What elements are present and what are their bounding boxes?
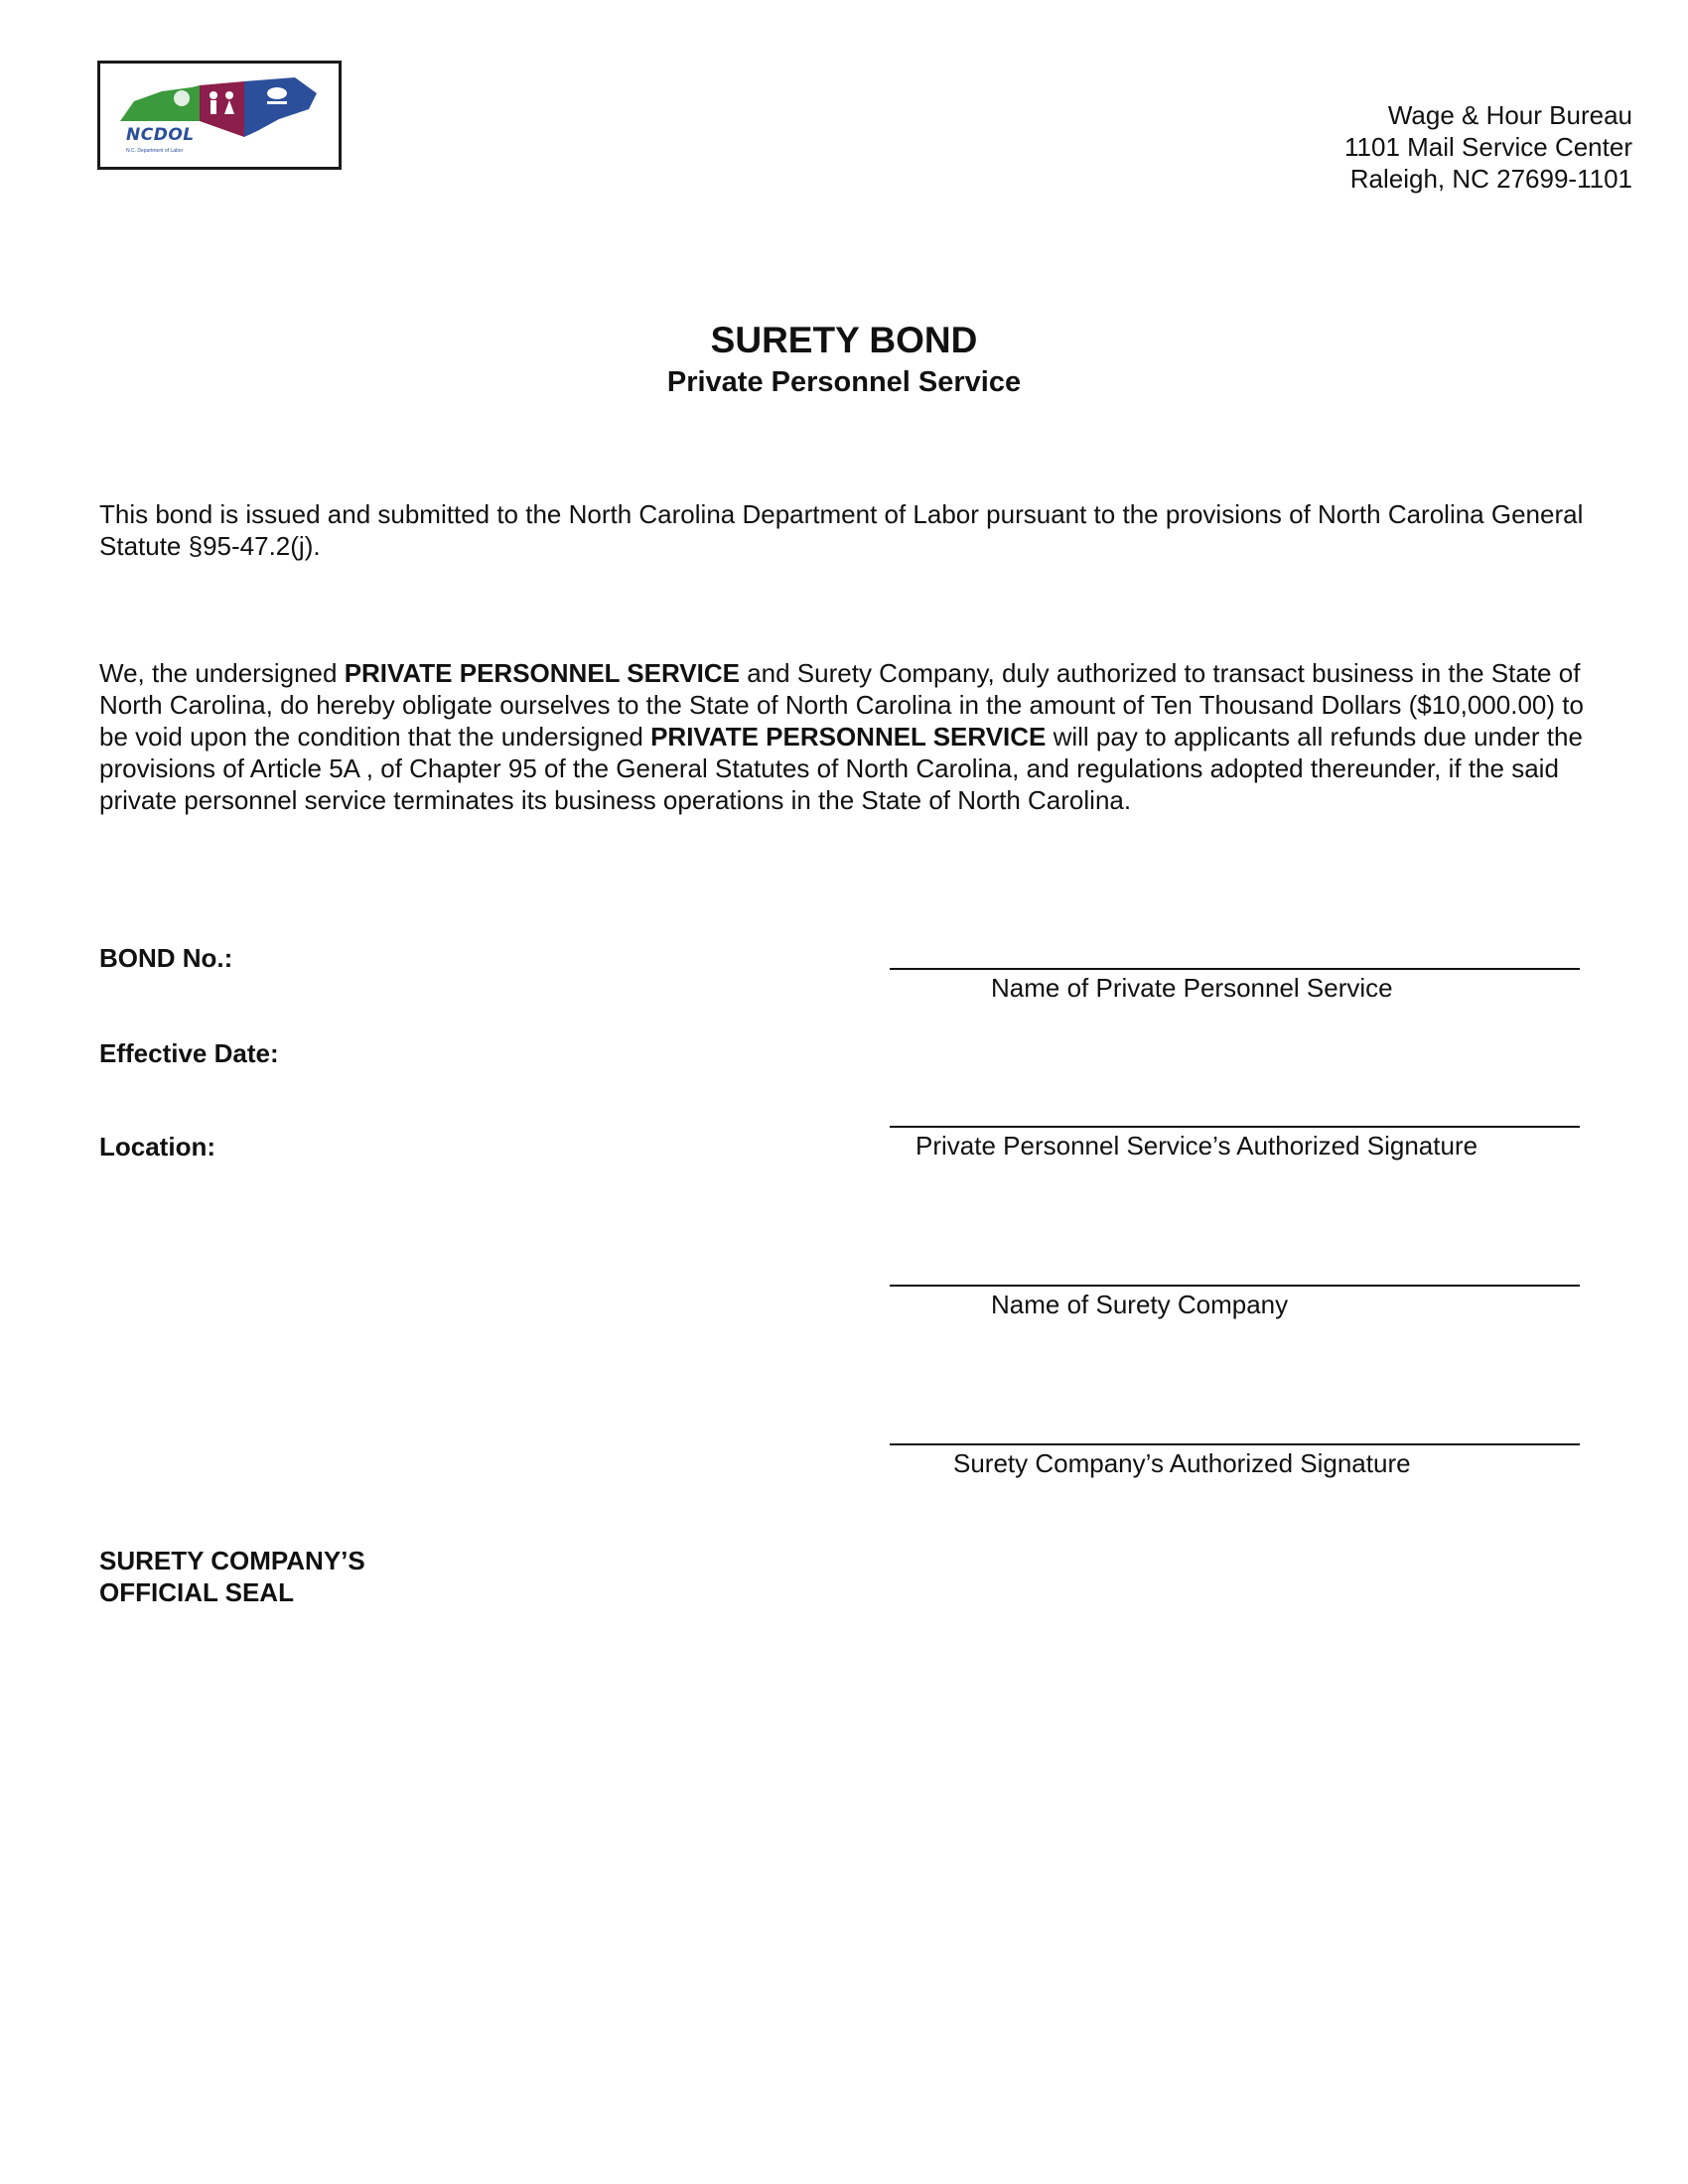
obligation-paragraph <box>99 657 1589 816</box>
obligation-bold-2: PRIVATE PERSONNEL SERVICE <box>650 722 1047 751</box>
obligation-text-3: will pay to applicants all refunds due under the provisions of Article 5A , of Chapter 95 of the General Statutes of North Carolina, and regulations adopted thereunder, if the said private personnel service terminates its business operations in the State of North Carolina. <box>99 722 1583 815</box>
service-name-line[interactable] <box>890 968 1580 970</box>
surety-signature-line[interactable] <box>890 1443 1580 1445</box>
surety-name-line[interactable] <box>890 1285 1580 1287</box>
official-seal-label <box>99 1545 365 1608</box>
surety-name-caption: Name of Surety Company <box>991 1290 1289 1319</box>
logo-wordmark: NCDOL <box>126 125 195 145</box>
location-label: Location: <box>99 1132 215 1161</box>
service-name-caption: Name of Private Personnel Service <box>991 973 1393 1003</box>
seal-line-1: SURETY COMPANY’S <box>99 1546 365 1575</box>
service-signature-caption: Private Personnel Service’s Authorized Signature <box>915 1131 1478 1160</box>
document-subtitle: Private Personnel Service <box>666 366 1022 398</box>
intro-paragraph: This bond is issued and submitted to the North Carolina Department of Labor pursuant to the provisions of North Carolina General Statute §95-47.2(j). <box>99 499 1584 561</box>
service-signature-line[interactable] <box>890 1126 1580 1128</box>
bureau-address <box>1344 99 1632 195</box>
address-line-2: 1101 Mail Service Center <box>1344 132 1632 162</box>
address-line-1: Wage & Hour Bureau <box>1387 100 1632 130</box>
document-title: SURETY BOND <box>710 320 978 360</box>
seal-line-2: OFFICIAL SEAL <box>99 1577 294 1607</box>
bond-number-label: BOND No.: <box>99 943 233 973</box>
logo-subtitle: N.C. Department of Labor <box>126 148 184 154</box>
obligation-bold-1: PRIVATE PERSONNEL SERVICE <box>344 658 740 688</box>
obligation-text-2: and Surety Company, duly authorized to transact business in the State of North Carolina, do hereby obligate ourselves to the State of North Carolina in the amount of Ten Thousand Dollars ($10,000.00) to be void upon the condition that the undersigned <box>99 658 1584 751</box>
address-line-3: Raleigh, NC 27699-1101 <box>1349 164 1632 194</box>
surety-signature-caption: Surety Company’s Authorized Signature <box>953 1448 1411 1478</box>
ncdol-logo <box>97 61 342 170</box>
obligation-text-1: We, the undersigned <box>99 658 345 688</box>
effective-date-label: Effective Date: <box>99 1038 279 1068</box>
